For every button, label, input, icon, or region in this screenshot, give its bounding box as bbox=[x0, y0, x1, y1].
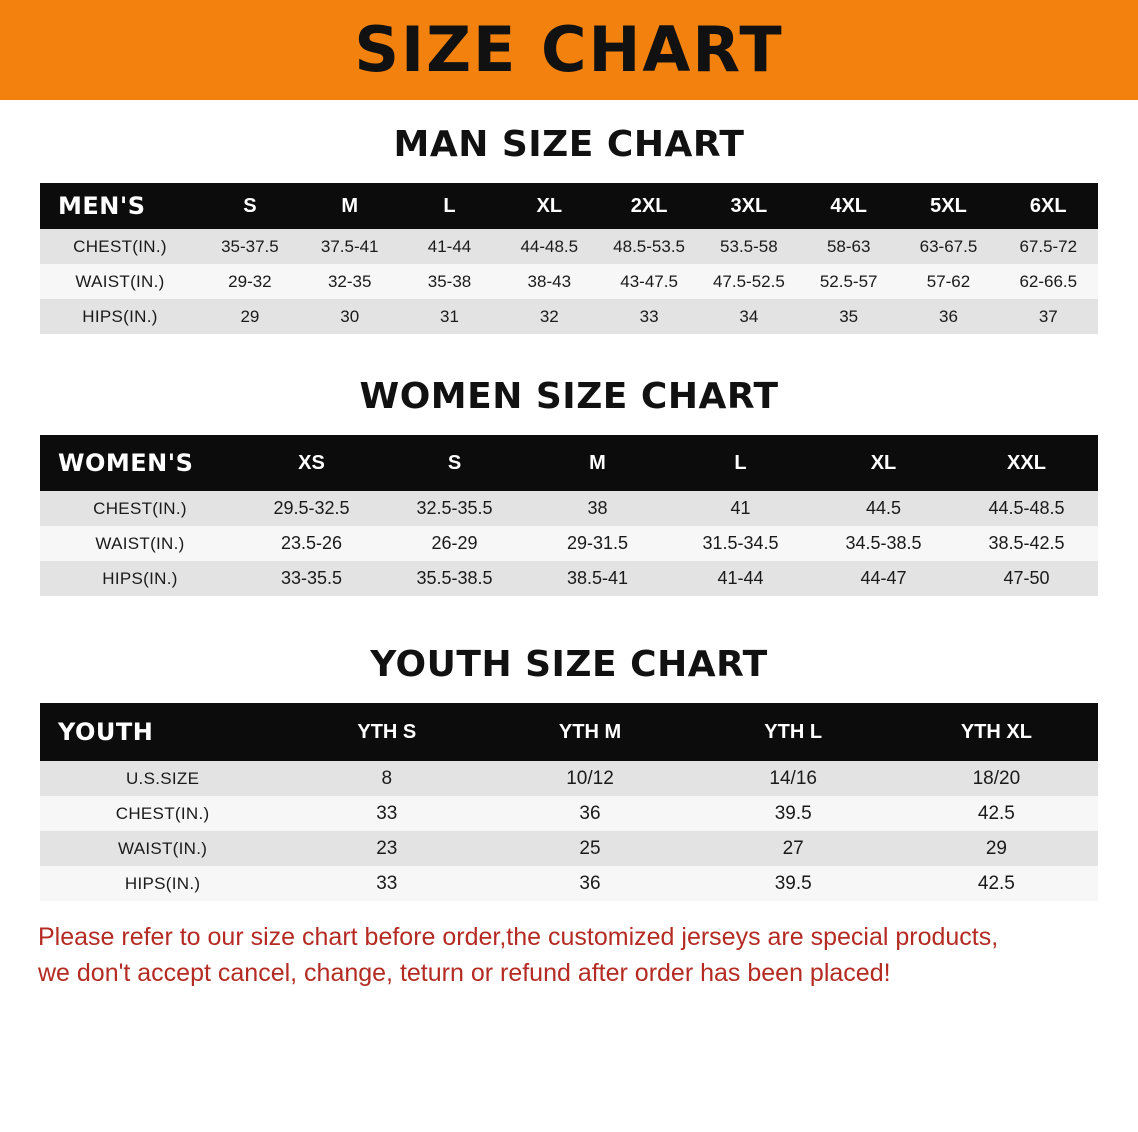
man-col-header: L bbox=[443, 194, 456, 217]
table-row bbox=[40, 229, 1098, 264]
table-cell: 14/16 bbox=[769, 767, 817, 789]
table-cell: 33 bbox=[376, 802, 398, 824]
youth-table-body bbox=[40, 761, 1098, 901]
table-cell: 26-29 bbox=[431, 533, 478, 553]
youth-col-header: YTH L bbox=[764, 720, 823, 743]
table-cell: 44.5-48.5 bbox=[988, 498, 1065, 518]
table-header-row bbox=[40, 703, 1098, 761]
table-cell: 29 bbox=[985, 837, 1007, 859]
table-cell: 33 bbox=[639, 306, 659, 326]
youth-col-header: YTH M bbox=[558, 720, 622, 743]
table-header-row bbox=[40, 435, 1098, 491]
women-col-header: XS bbox=[298, 451, 325, 474]
women-col-header: XXL bbox=[1007, 451, 1046, 474]
man-size-table bbox=[40, 183, 1098, 334]
table-cell: 38.5-42.5 bbox=[988, 533, 1065, 553]
table-cell: 29.5-32.5 bbox=[273, 498, 350, 518]
table-cell: 44.5 bbox=[865, 498, 902, 518]
youth-table-head bbox=[40, 703, 1098, 761]
table-cell: 37.5-41 bbox=[320, 236, 379, 256]
women-corner-label: WOMEN'S bbox=[58, 449, 194, 477]
youth-table-wrapper bbox=[40, 703, 1098, 901]
table-cell: 58-63 bbox=[826, 236, 871, 256]
table-cell: 35.5-38.5 bbox=[416, 568, 493, 588]
women-col-header: XL bbox=[870, 451, 897, 474]
table-cell: 67.5-72 bbox=[1019, 236, 1078, 256]
women-table-body bbox=[40, 491, 1098, 596]
women-col-header: M bbox=[589, 451, 606, 474]
table-cell: 30 bbox=[340, 306, 360, 326]
youth-section-heading: YOUTH SIZE CHART bbox=[370, 644, 768, 685]
table-header-row bbox=[40, 183, 1098, 229]
page-title: SIZE CHART bbox=[354, 13, 784, 86]
table-cell: 8 bbox=[381, 767, 393, 789]
women-section-heading: WOMEN SIZE CHART bbox=[359, 376, 779, 417]
table-row bbox=[40, 831, 1098, 866]
table-cell: 57-62 bbox=[926, 271, 971, 291]
page-banner bbox=[0, 0, 1138, 100]
man-col-header: M bbox=[341, 194, 359, 217]
youth-col-header: YTH XL bbox=[960, 720, 1032, 743]
table-row bbox=[40, 299, 1098, 334]
table-cell: 43-47.5 bbox=[620, 271, 678, 291]
table-cell: 41-44 bbox=[427, 236, 472, 256]
table-row bbox=[40, 491, 1098, 526]
youth-size-table bbox=[40, 703, 1098, 901]
table-cell: 38-43 bbox=[527, 271, 572, 291]
table-cell: 37 bbox=[1038, 306, 1058, 326]
table-row bbox=[40, 866, 1098, 901]
table-cell: 39.5 bbox=[774, 802, 812, 824]
row-label: WAIST(IN.) bbox=[95, 533, 185, 553]
row-label: CHEST(IN.) bbox=[73, 236, 167, 256]
table-cell: 29 bbox=[240, 306, 260, 326]
table-cell: 38.5-41 bbox=[566, 568, 629, 588]
row-label: WAIST(IN.) bbox=[117, 838, 208, 858]
table-cell: 42.5 bbox=[977, 802, 1015, 824]
table-cell: 41-44 bbox=[717, 568, 764, 588]
women-table-head bbox=[40, 435, 1098, 491]
row-label: WAIST(IN.) bbox=[75, 271, 165, 291]
table-cell: 29-31.5 bbox=[566, 533, 629, 553]
row-label: CHEST(IN.) bbox=[115, 803, 210, 823]
disclaimer-note bbox=[38, 919, 1100, 992]
table-cell: 32 bbox=[539, 306, 559, 326]
man-col-header: S bbox=[243, 194, 257, 217]
row-label: HIPS(IN.) bbox=[124, 873, 201, 893]
table-cell: 41 bbox=[730, 498, 751, 518]
table-cell: 36 bbox=[579, 802, 601, 824]
women-size-table bbox=[40, 435, 1098, 596]
table-cell: 33 bbox=[376, 872, 398, 894]
table-row bbox=[40, 796, 1098, 831]
table-cell: 33-35.5 bbox=[280, 568, 343, 588]
table-cell: 34 bbox=[739, 306, 759, 326]
table-cell: 25 bbox=[579, 837, 601, 859]
man-table-head bbox=[40, 183, 1098, 229]
table-cell: 35 bbox=[839, 306, 859, 326]
table-cell: 42.5 bbox=[977, 872, 1015, 894]
table-cell: 35-38 bbox=[427, 271, 472, 291]
women-col-header: S bbox=[447, 451, 462, 474]
table-cell: 47-50 bbox=[1003, 568, 1050, 588]
man-col-header: 5XL bbox=[930, 194, 967, 217]
table-cell: 38 bbox=[587, 498, 608, 518]
row-label: CHEST(IN.) bbox=[93, 498, 187, 518]
table-cell: 48.5-53.5 bbox=[613, 236, 685, 256]
man-section-heading: MAN SIZE CHART bbox=[393, 124, 745, 165]
man-corner-label: MEN'S bbox=[58, 192, 146, 220]
table-cell: 53.5-58 bbox=[720, 236, 778, 256]
row-label: U.S.SIZE bbox=[125, 768, 200, 788]
table-cell: 18/20 bbox=[972, 767, 1021, 789]
table-cell: 44-48.5 bbox=[520, 236, 579, 256]
table-row bbox=[40, 761, 1098, 796]
table-cell: 47.5-52.5 bbox=[712, 271, 785, 291]
table-cell: 36 bbox=[939, 306, 958, 326]
table-cell: 36 bbox=[579, 872, 601, 894]
man-col-header: 6XL bbox=[1029, 194, 1067, 217]
table-cell: 34.5-38.5 bbox=[845, 533, 922, 553]
table-cell: 10/12 bbox=[566, 767, 614, 789]
man-col-header: 2XL bbox=[630, 194, 668, 217]
table-row bbox=[40, 526, 1098, 561]
table-cell: 23 bbox=[376, 837, 398, 859]
women-table-wrapper bbox=[40, 435, 1098, 596]
women-col-header: L bbox=[734, 451, 747, 474]
table-cell: 29-32 bbox=[228, 271, 272, 291]
table-cell: 23.5-26 bbox=[280, 533, 343, 553]
man-table-wrapper bbox=[40, 183, 1098, 334]
table-cell: 35-37.5 bbox=[221, 236, 279, 256]
table-cell: 52.5-57 bbox=[819, 271, 878, 291]
table-cell: 44-47 bbox=[860, 568, 907, 588]
man-table-body bbox=[40, 229, 1098, 334]
table-cell: 63-67.5 bbox=[919, 236, 978, 256]
table-row bbox=[40, 561, 1098, 596]
row-label: HIPS(IN.) bbox=[102, 568, 178, 588]
youth-corner-label: YOUTH bbox=[58, 718, 154, 746]
disclaimer-line-2: we don't accept cancel, change, teturn or refund after order has been placed! bbox=[38, 959, 891, 988]
man-col-header: XL bbox=[536, 194, 563, 217]
table-cell: 32-35 bbox=[327, 271, 372, 291]
table-cell: 31 bbox=[440, 306, 459, 326]
table-cell: 32.5-35.5 bbox=[416, 498, 493, 518]
table-cell: 62-66.5 bbox=[1019, 271, 1078, 291]
table-row bbox=[40, 264, 1098, 299]
table-cell: 39.5 bbox=[774, 872, 812, 894]
table-cell: 31.5-34.5 bbox=[702, 533, 779, 553]
row-label: HIPS(IN.) bbox=[82, 306, 158, 326]
youth-col-header: YTH S bbox=[357, 720, 417, 743]
table-cell: 27 bbox=[782, 837, 804, 859]
man-col-header: 4XL bbox=[830, 194, 868, 217]
disclaimer-line-1: Please refer to our size chart before order,the customized jerseys are special products, bbox=[38, 923, 999, 951]
man-col-header: 3XL bbox=[730, 194, 768, 217]
